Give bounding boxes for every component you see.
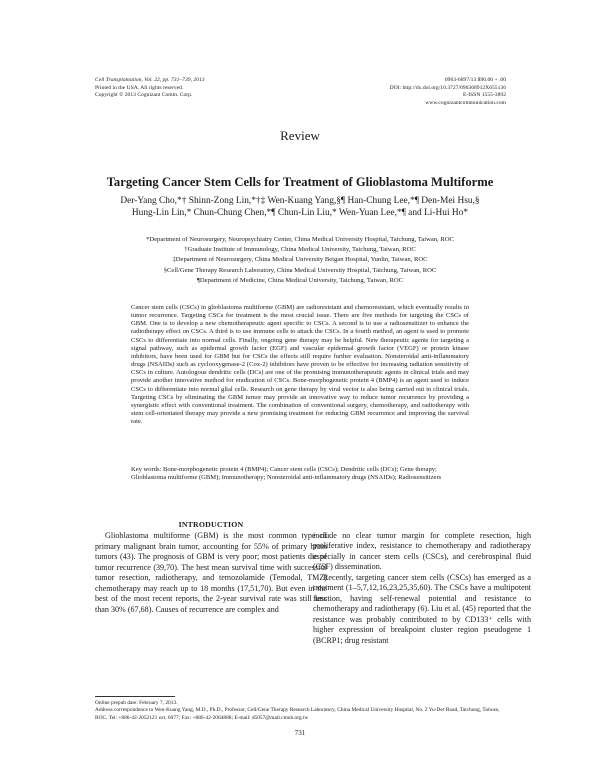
footnote <box>95 700 505 722</box>
body-column-left <box>95 520 327 615</box>
affiliation: ‡Department of Neurosurgery, China Medical University Beigan Hospital, Yunlin, Taiwan, ROC <box>172 256 428 264</box>
body-paragraph: Glioblastoma multiforme (GBM) is the most common type of primary malignant brain tumor, accounting for 55% of primary brain tumors (43). The prognosis of GBM is very poor; most patients die of tumor recurrence (39,70). The best mean survival time with successful tumor resection, radiotherapy, and temozolamide (Temodal, TMZ) chemotherapy may reach up to 18 months (17,51,70). But even in the best of the most recent reports, the 2-year survival rate was still less than 30% (67,68). Causes of recurrence are complex and <box>95 531 327 614</box>
doi-link[interactable]: DOI: http://dx.doi.org/10.3727/096368912X655136 <box>389 84 506 91</box>
body-paragraph: Recently, targeting cancer stem cells (CSCs) has emerged as a treatment (1–5,7,12,16,23,25,35,60). The CSCs have a multipotent function, having self-renewal potential and resistance to chemotherapy and radiotherapy (6). Liu et al. (45) reported that the resistance was probably contributed to by CD133⁺ cells with higher expression of breakpoint cluster region pseudogene 1 (BCRP1; drug resistant <box>313 572 531 645</box>
abstract: Cancer stem cells (CSCs) in glioblastoma multiforme (GBM) are radioresistant and chemoresistant, which eventually results in tumor recurrence. Targeting CSCs for treatment is the most crucial issue. There are five methods for targeting the CSCs of GBM. One is to develop a new chemotherapeutic agent specific to CSCs. A second is to use a radiosensitizer to enhance the radiotherapy effect on CSCs. A third is to use immune cells to attack the CSCs. In a fourth method, an agent is used to promote CSCs to differentiate into normal cells. Finally, ongoing gene therapy may be helpful. New therapeutic agents for targeting a signal pathway, such as epidermal growth factor (EGF) and vascular epidermal growth factor (VEGF) or protein kinase inhibitors, have been used for GBM but for CSCs the effects still require further evaluation. Nonsteroidal anti-inflammatory drugs (NSAIDs) such as cyclooxygenase-2 (Cox-2) inhibitors have proven to be effective for increasing radiation sensitivity of CSCs in culture. Autologous dendritic cells (DCs) are one of the promising immunotherapeutic agents in clinical trials and may provide another innovative method for eradication of CSCs. Bone-morphogenetic protein 4 (BMP4) is an agent used to induce CSCs to differentiate into normal glial cells. Research on gene therapy by viral vector is also being carried out in clinical trials. Targeting CSCs by eliminating the GBM tumor may provide an innovative way to reduce tumor recurrence by providing a synergistic effect with conventional treatment. The combination of conventional surgery, chemotherapy, and radiotherapy with stem cell-orientated therapy may provide a new promising treatment for reducing GBM recurrence and improving the survival rate. <box>131 304 469 426</box>
issn: 0963-6897/13 $90.00 + .00 <box>444 77 506 83</box>
affiliation: ¶Department of Medicine, China Medical University, Taichung, Taiwan, ROC <box>196 276 404 284</box>
journal-citation: Cell Transplantation, Vol. 22, pp. 731–739, 2013 <box>95 77 205 83</box>
copyright-notice: Copyright © 2013 Cognizant Comm. Corp. <box>95 92 193 99</box>
affiliation: *Department of Neurosurgery, Neuropsychiatry Center, China Medical University Hospital, Taichung, Taiwan, ROC <box>146 236 454 243</box>
header-right <box>286 77 506 107</box>
introduction-heading: INTRODUCTION <box>178 520 244 529</box>
correspondence-address: Address correspondence to Wen-Kuang Yang, M.D., Ph.D., Professor, Cell/Gene Therapy Research Laboratory, China Medical University Hospital, No. 2 Yu-Der Road, Taichung, Taiwan, ROC. Tel: +886-42-2052121 ext. 6077; Fax: +886-42-2064888; E-mail: d5057@mail.cmuh.org.tw <box>95 707 500 721</box>
eissn: E-ISSN 1555-3892 <box>462 92 506 99</box>
online-prepub-date: Online prepub date: February 7, 2013. <box>95 700 178 706</box>
printed-notice: Printed in the USA. All rights reserved. <box>95 84 184 91</box>
keywords: Key words: Bone-morphogenetic protein 4 (BMP4); Cancer stem cells (CSCs); Dendritic cells (DCs); Gene therapy; Glioblastoma multiforme (GBM); Immunotherapy; Nonsteroidal anti-inflammatory drugs (NSAIDs); Radiosensitizers <box>131 466 442 482</box>
body-paragraph: include no clear tumor margin for complete resection, high proliferative index, resistance to chemotherapy and radiotherapy especially in cancer stem cells (CSCs), and cerebrospinal fluid (CSF) dissemination. <box>313 531 531 572</box>
affiliation-list <box>70 235 530 286</box>
publisher-website[interactable]: www.cognizantcommunication.com <box>425 99 506 106</box>
author-list <box>110 195 490 220</box>
affiliation: §Cell/Gene Therapy Research Laboratory, China Medical University Hospital, Taichung, Taiwan, ROC <box>163 266 437 274</box>
section-label: Review <box>280 128 320 143</box>
page-number: 731 <box>294 729 306 737</box>
affiliation: †Graduate Institute of Immunology, China Medical University, Taichung, Taiwan, ROC <box>184 246 416 254</box>
footnote-divider <box>95 696 175 697</box>
article-title: Targeting Cancer Stem Cells for Treatment of Glioblastoma Multiforme <box>106 175 494 189</box>
author-line: Der-Yang Cho,*† Shinn-Zong Lin,*†‡ Wen-Kuang Yang,§¶ Han-Chung Lee,*¶ Den-Mei Hsu,§ <box>120 196 480 206</box>
author-line: Hung-Lin Lin,* Chun-Chung Chen,*¶ Chun-Lin Liu,* Wen-Yuan Lee,*¶ and Li-Hui Ho* <box>131 208 469 219</box>
body-column-right <box>313 531 531 646</box>
